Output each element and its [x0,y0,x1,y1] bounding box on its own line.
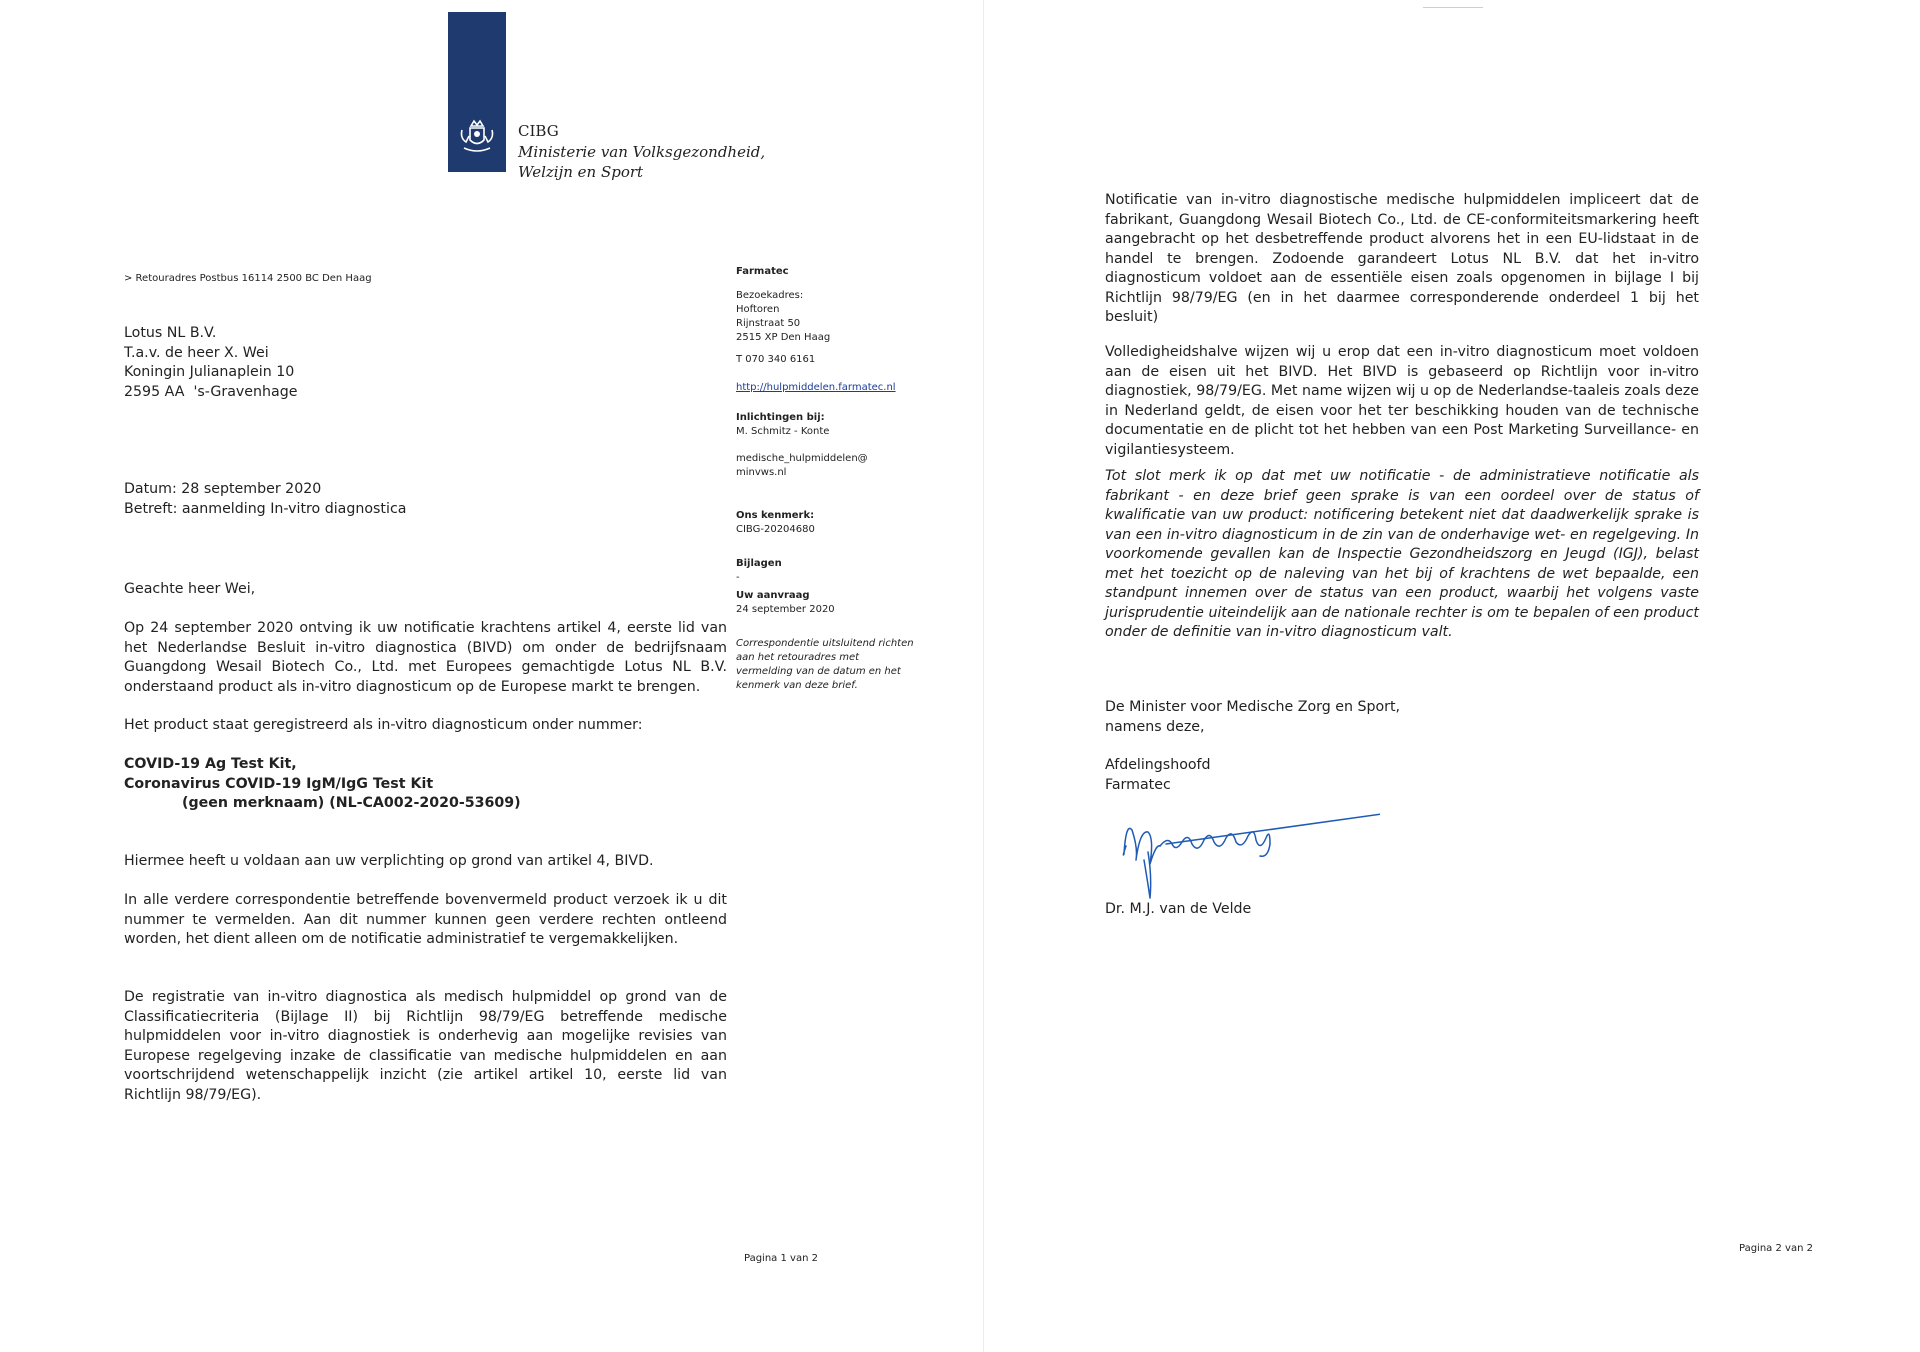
recipient-line: 2595 AA 's-Gravenhage [124,383,298,400]
sidebar-phone: T 070 340 6161 [736,354,816,365]
request-value: 24 september 2020 [736,604,835,615]
page-number: Pagina 1 van 2 [744,1253,818,1264]
role-dept: Farmatec [1105,776,1171,793]
contact-email: medische_hulpmiddelen@ [736,453,868,464]
recipient-line: Koningin Julianaplein 10 [124,364,295,380]
info-label: Inlichtingen bij: [736,412,825,423]
ministry-wordmark [518,122,765,182]
recipient-line: T.a.v. de heer X. Wei [124,344,269,361]
visit-line: Rijnstraat 50 [736,318,801,329]
attachments-value: - [736,572,740,583]
letter-meta [124,480,406,519]
salutation: Geachte heer Wei, [124,581,256,597]
closing-line: De Minister voor Medische Zorg en Sport, [1105,699,1401,715]
info-name: M. Schmitz - Konte [736,426,830,437]
closing-line: namens deze, [1105,718,1205,735]
page-number: Pagina 2 van 2 [1739,1243,1813,1254]
paragraph: In alle verdere correspondentie betreffende bovenvermeld product verzoek ik u dit nummer te vermelden. Aan dit nummer kunnen geen verdere rechten ontleend worden, het dient alleen om de notificatie administratief te vergemakkelijken. [124,892,727,947]
logo-bar [448,12,506,172]
visit-line: 2515 XP Den Haag [736,332,831,343]
paragraph: Tot slot merk ik op dat met uw notificatie - de administratieve notificatie als fabrikant - en deze brief geen sprake is van een oordeel over de status of kwalificatie van uw product: notificering betekent niet dat daadwerkelijk sprake is van een in-vitro diagnosticum in de zin van de onderhavige wet- en regelgeving. In voorkomende gevallen kan de Inspectie Gezondheidszorg en Jeugd (IGJ), belast met het toezicht op de naleving van het bij of krachtens de wet bepaalde, een standpunt innemen over de status van een product, waarbij het volgens vaste jurisprudentie uiteindelijk aan de nationale rechter is om te bepalen of een product onder de definitie van in-vitro diagnosticum valt. [1105,468,1699,640]
paragraph: Volledigheidshalve wijzen wij u erop dat een in-vitro diagnosticum moet voldoen aan de eisen uit het BIVD. Het BIVD is gebaseerd op Richtlijn voor in-vitro diagnostiek, 98/79/EG. Met name wijzen wij u op de Nederlandse-taaleis zoals deze in Nederland geldt, de eisen voor het ter beschikking houden van de technische documentatie en de plicht tot het hebben van een Post Marketing Surveillance- en vigilantiesysteem. [1105,344,1699,458]
product-name: COVID-19 Ag Test Kit, [124,756,297,772]
sender-sidebar [736,265,936,693]
paragraph: Op 24 september 2020 ontving ik uw notificatie krachtens artikel 4, eerste lid van het Nederlandse Besluit in-vitro diagnostica (BIVD) om onder de bedrijfsnaam Guangdong Wesail Biotech Co., Ltd. met Europees gemachtigde Lotus NL B.V. onderstaand product als in-vitro diagnosticum op de Europese markt te brengen. [124,620,727,695]
letter-page-2 [985,0,1920,1352]
role-title: Afdelingshoofd [1105,757,1211,773]
handwritten-signature [1110,800,1380,900]
page-divider [983,0,984,1352]
contact-email: minvws.nl [736,467,787,478]
ministry-line-2: Welzijn en Sport [518,163,644,181]
product-registration: (geen merknaam) (NL-CA002-2020-53609) [182,795,521,811]
paragraph: Het product staat geregistreerd als in-vitro diagnosticum onder nummer: [124,717,643,733]
reference-value: CIBG-20204680 [736,524,815,535]
recipient-address [124,324,297,402]
attachments-label: Bijlagen [736,558,782,569]
reference-label: Ons kenmerk: [736,510,815,521]
recipient-line: Lotus NL B.V. [124,325,217,341]
correspondence-note: Correspondentie uitsluitend richten aan het retouradres met vermelding van de datum en het kenmerk van deze brief. [736,638,914,691]
visit-label: Bezoekadres: [736,290,804,301]
return-address: > Retouradres Postbus 16114 2500 BC Den Haag [124,273,372,284]
ministry-line-1: Ministerie van Volksgezondheid, [518,143,766,161]
product-name: Coronavirus COVID-19 IgM/IgG Test Kit [124,775,434,792]
visit-line: Hoftoren [736,304,780,315]
signer-name: Dr. M.J. van de Velde [1105,901,1252,917]
page-top-mark [1423,7,1483,8]
signatory-role [1105,756,1211,795]
coat-of-arms-icon [452,112,502,162]
request-label: Uw aanvraag [736,590,810,601]
product-block [124,755,521,814]
letter-date: Datum: 28 september 2020 [124,481,322,497]
letter-subject: Betreft: aanmelding In-vitro diagnostica [124,500,407,517]
org-name: CIBG [518,122,559,140]
paragraph: Hiermee heeft u voldaan aan uw verplichting op grond van artikel 4, BIVD. [124,853,654,869]
sidebar-dept: Farmatec [736,266,789,277]
closing-block [1105,698,1400,737]
website-link[interactable]: http://hulpmiddelen.farmatec.nl [736,382,896,393]
paragraph: De registratie van in-vitro diagnostica als medisch hulpmiddel op grond van de Classificatiecriteria (Bijlage II) bij Richtlijn 98/79/EG betreffende medische hulpmiddelen voor in-vitro diagnostiek is onderhevig aan mogelijke revisies van Europese regelgeving inzake de classificatie van medische hulpmiddelen en aan voortschrijdend wetenschappelijk inzicht (zie artikel artikel 10, eerste lid van Richtlijn 98/79/EG). [124,989,727,1103]
paragraph: Notificatie van in-vitro diagnostische medische hulpmiddelen impliceert dat de fabrikant, Guangdong Wesail Biotech Co., Ltd. de CE-conformiteitsmarkering heeft aangebracht op het desbetreffende product alvorens het in een EU-lidstaat in de handel te brengen. Zodoende garandeert Lotus NL B.V. dat het in-vitro diagnosticum voldoet aan de essentiële eisen zoals opgenomen in bijlage I bij Richtlijn 98/79/EG (en in het daarmee corresponderende onderdeel 1 bij het besluit) [1105,192,1699,325]
